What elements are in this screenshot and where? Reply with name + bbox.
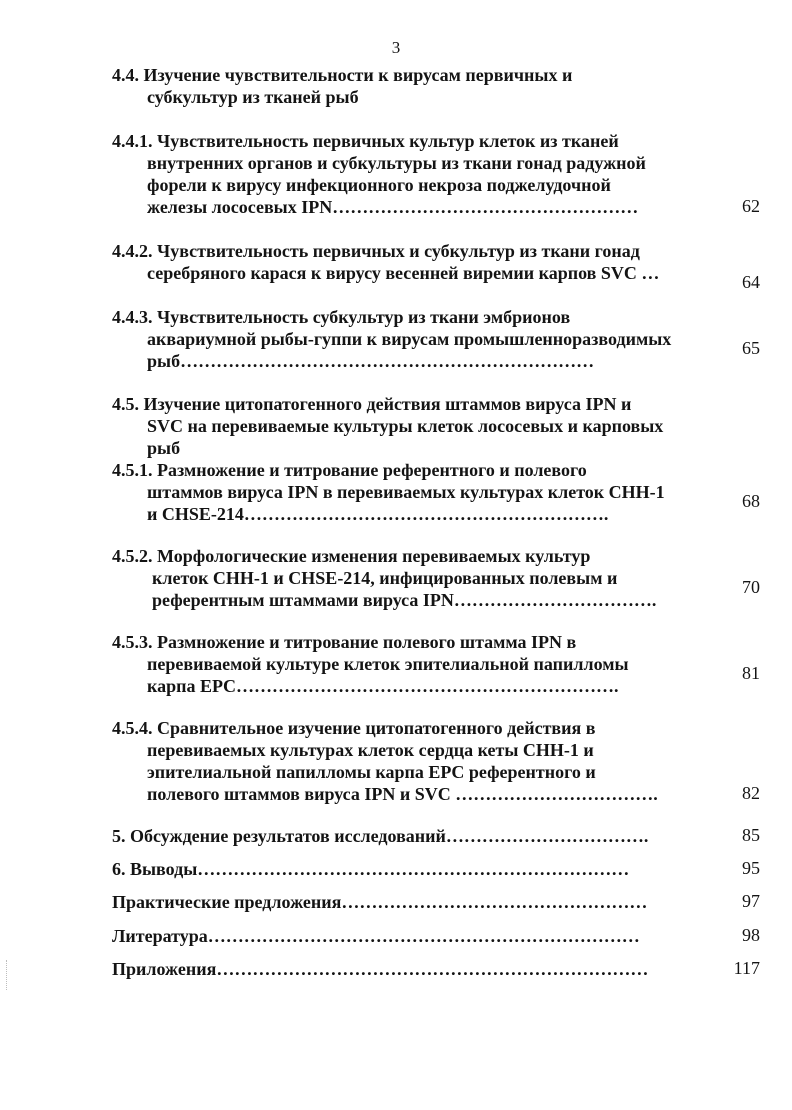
toc-line: аквариумной рыбы-гуппи к вирусам промышленноразводимых [147, 329, 672, 349]
toc-page-number: 97 [742, 891, 760, 911]
toc-line: 4.4.2. Чувствительность первичных и субкультур из ткани гонад [112, 241, 640, 261]
toc-page-number: 70 [742, 577, 760, 597]
toc-line: и CHSE-214……………………………………………………. [147, 504, 609, 524]
toc-line: штаммов вируса IPN в перевиваемых культурах клеток CHH-1 [147, 482, 665, 502]
toc-line: рыб [147, 438, 181, 458]
toc-entry-appendix [112, 958, 760, 980]
toc-entry-4-4-1 [112, 130, 760, 218]
toc-page-number: 64 [742, 272, 760, 292]
toc-entry-6 [112, 858, 760, 880]
toc-line: 4.4.3. Чувствительность субкультур из ткани эмбрионов [112, 307, 571, 327]
toc-entry-4-5-2 [112, 545, 760, 611]
toc-line: референтным штаммами вируса IPN……………………………. [152, 590, 657, 610]
toc-line: Приложения……………………………………………………………… [112, 959, 649, 979]
toc-page-number: 95 [742, 858, 760, 878]
toc-line: карпа EPC………………………………………………………. [147, 676, 619, 696]
toc-page-number: 81 [742, 663, 760, 683]
toc-line: серебряного карася к вирусу весенней виремии карпов SVC … [147, 263, 660, 283]
toc-line: SVC на перевиваемые культуры клеток лососевых и карповых [147, 416, 664, 436]
toc-entry-practical [112, 891, 760, 913]
toc-entry-4-5-3 [112, 631, 760, 697]
toc-page-number: 82 [742, 783, 760, 803]
toc-line: субкультур из тканей рыб [147, 87, 359, 107]
toc-line: клеток CHH-1 и CHSE-214, инфицированных полевым и [152, 568, 618, 588]
toc-page-number: 65 [742, 338, 760, 358]
toc-entry-literature [112, 925, 760, 947]
toc-page-number: 85 [742, 825, 760, 845]
toc-line: 4.4.1. Чувствительность первичных культур клеток из тканей [112, 131, 619, 151]
toc-line: 4.5.1. Размножение и титрование референтного и полевого [112, 460, 587, 480]
toc-line: рыб…………………………………………………………… [147, 351, 595, 371]
toc-page-number: 117 [733, 958, 760, 978]
toc-line: 4.5.4. Сравнительное изучение цитопатогенного действия в [112, 718, 596, 738]
margin-mark [6, 960, 8, 990]
toc-entry-4-5-4 [112, 717, 760, 805]
toc-line: форели к вирусу инфекционного некроза поджелудочной [147, 175, 611, 195]
toc-line: внутренних органов и субкультуры из ткани гонад радужной [147, 153, 646, 173]
toc-line: железы лососевых IPN…………………………………………… [147, 197, 639, 217]
toc-line: Литература……………………………………………………………… [112, 926, 640, 946]
toc-page-number: 98 [742, 925, 760, 945]
toc-page-number: 62 [742, 196, 760, 216]
toc-entry-4-4-2 [112, 240, 760, 292]
page-number: 3 [391, 38, 401, 57]
toc-line: перевиваемых культурах клеток сердца кеты CHH-1 и [147, 740, 594, 760]
toc-line: 4.5. Изучение цитопатогенного действия штаммов вируса IPN и [112, 394, 632, 414]
toc-entry-4-5-1 [112, 459, 760, 525]
toc-entry-4-4-3 [112, 306, 760, 372]
toc-entry-4-4 [112, 64, 760, 108]
toc-line: 6. Выводы……………………………………………………………… [112, 859, 630, 879]
toc-line: полевого штаммов вируса IPN и SVC ……………………………. [147, 784, 658, 804]
toc-line: 5. Обсуждение результатов исследований……………………………. [112, 826, 649, 846]
toc-line: 4.5.2. Морфологические изменения перевиваемых культур [112, 546, 591, 566]
toc-line: перевиваемой культуре клеток эпителиальной папилломы [147, 654, 629, 674]
toc-entry-4-5 [112, 393, 760, 459]
toc-line: 4.4. Изучение чувствительности к вирусам первичных и [112, 65, 573, 85]
toc-line: Практические предложения…………………………………………… [112, 892, 648, 912]
toc-line: эпителиальной папилломы карпа EPC референтного и [147, 762, 596, 782]
toc-entry-5 [112, 825, 760, 847]
toc-page-number: 68 [742, 491, 760, 511]
toc-line: 4.5.3. Размножение и титрование полевого штамма IPN в [112, 632, 577, 652]
